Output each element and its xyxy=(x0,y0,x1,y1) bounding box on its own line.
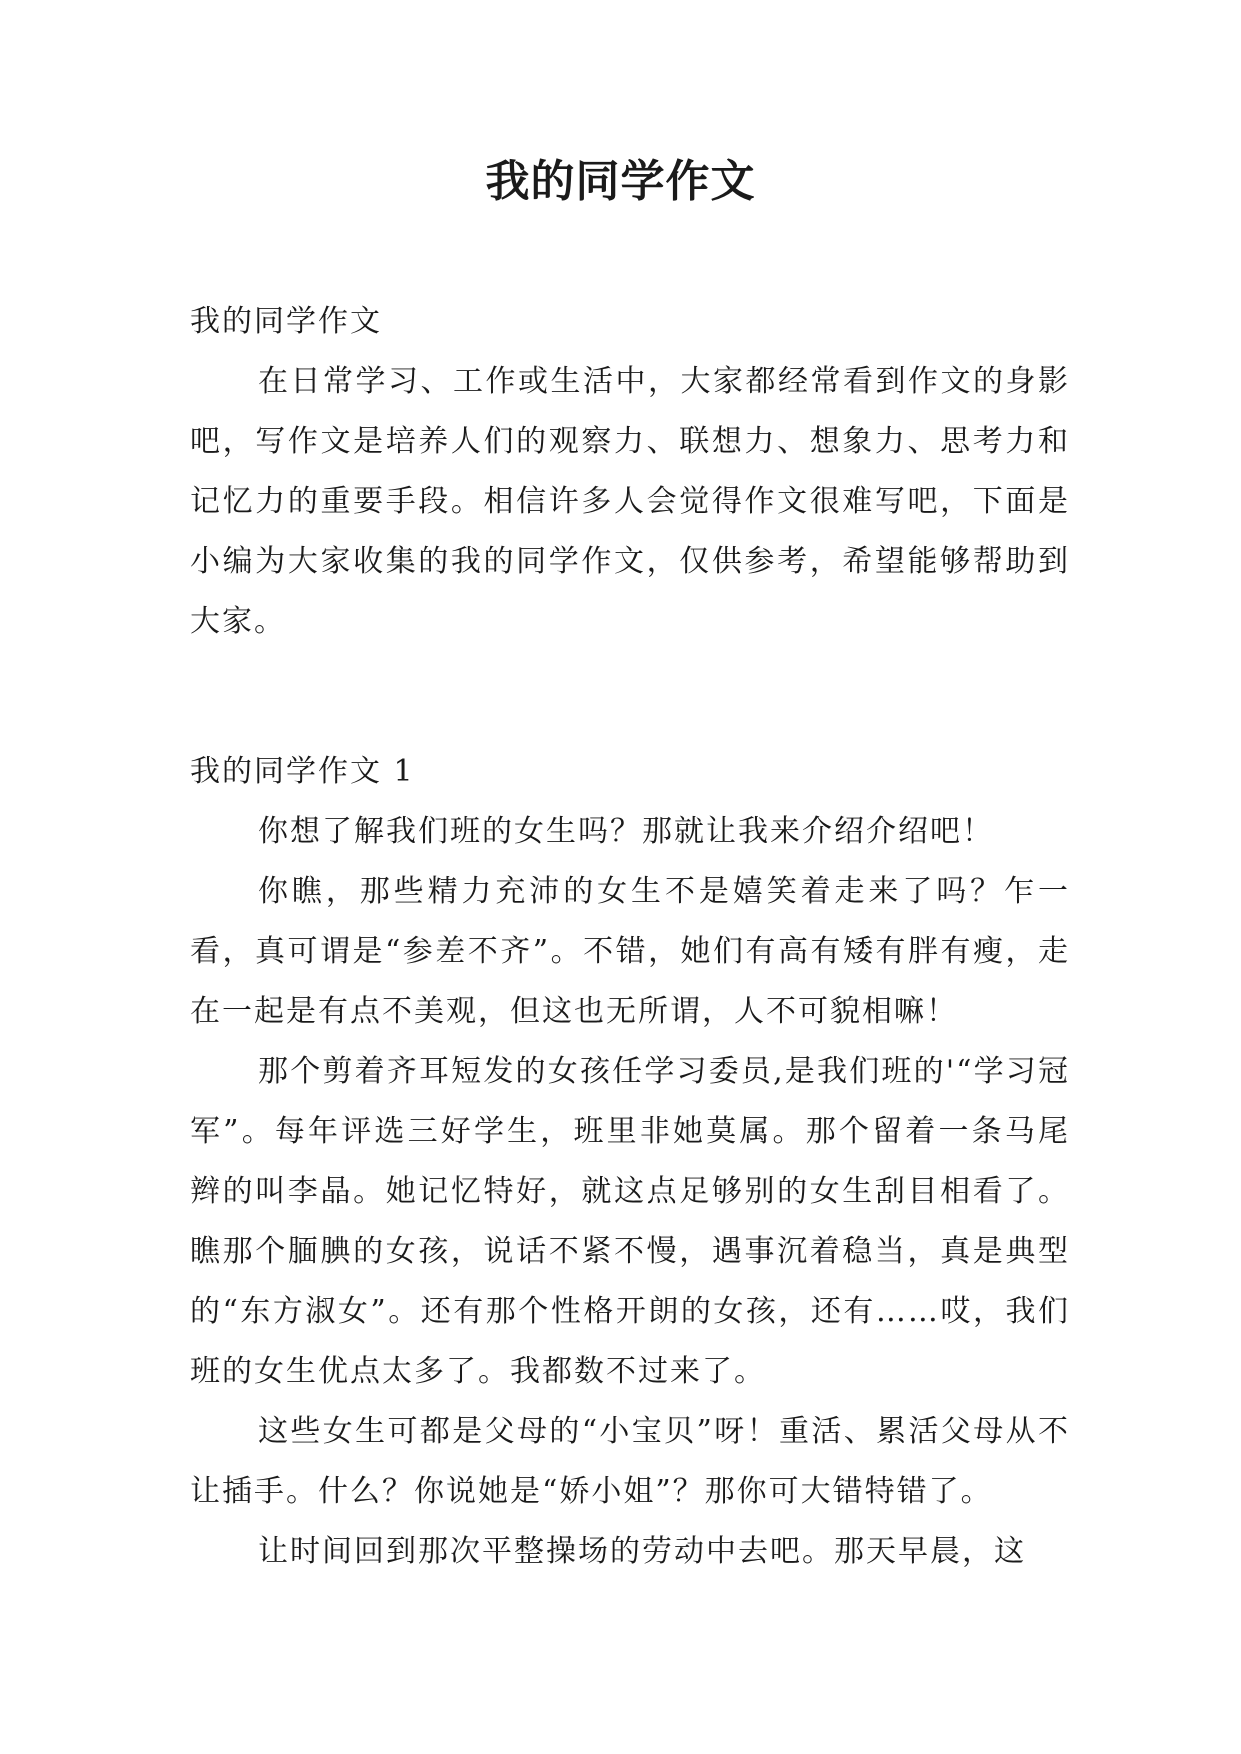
body-paragraph: 你瞧，那些精力充沛的女生不是嬉笑着走来了吗？乍一看，真可谓是“参差不齐”。不错，她们有高有矮有胖有瘦，走在一起是有点不美观，但这也无所谓，人不可貌相嘛！ xyxy=(190,874,1070,1029)
body-paragraph: 让时间回到那次平整操场的劳动中去吧。那天早晨，这 xyxy=(258,1534,1026,1569)
intro-heading: 我的同学作文 xyxy=(190,304,382,339)
body-paragraph: 这些女生可都是父母的“小宝贝”呀！重活、累活父母从不让插手。什么？你说她是“娇小姐”？那你可大错特错了。 xyxy=(190,1414,1070,1509)
document-title: 我的同学作文 xyxy=(485,156,756,207)
intro-paragraph: 在日常学习、工作或生活中，大家都经常看到作文的身影吧，写作文是培养人们的观察力、联想力、想象力、思考力和记忆力的重要手段。相信许多人会觉得作文很难写吧，下面是小编为大家收集的我的同学作文，仅供参考，希望能够帮助到大家。 xyxy=(190,364,1070,639)
body-paragraph: 那个剪着齐耳短发的女孩任学习委员,是我们班的'“学习冠军”。每年评选三好学生，班里非她莫属。那个留着一条马尾辫的叫李晶。她记忆特好，就这点足够别的女生刮目相看了。瞧那个腼腆的女孩，说话不紧不慢，遇事沉着稳当，真是典型的“东方淑女”。还有那个性格开朗的女孩，还有……哎，我们班的女生优点太多了。我都数不过来了。 xyxy=(190,1054,1070,1389)
body-paragraph: 你想了解我们班的女生吗？那就让我来介绍介绍吧！ xyxy=(258,814,994,849)
section-spacer xyxy=(190,652,1070,742)
document-body xyxy=(190,292,1070,1582)
section-heading: 我的同学作文 1 xyxy=(190,754,415,789)
